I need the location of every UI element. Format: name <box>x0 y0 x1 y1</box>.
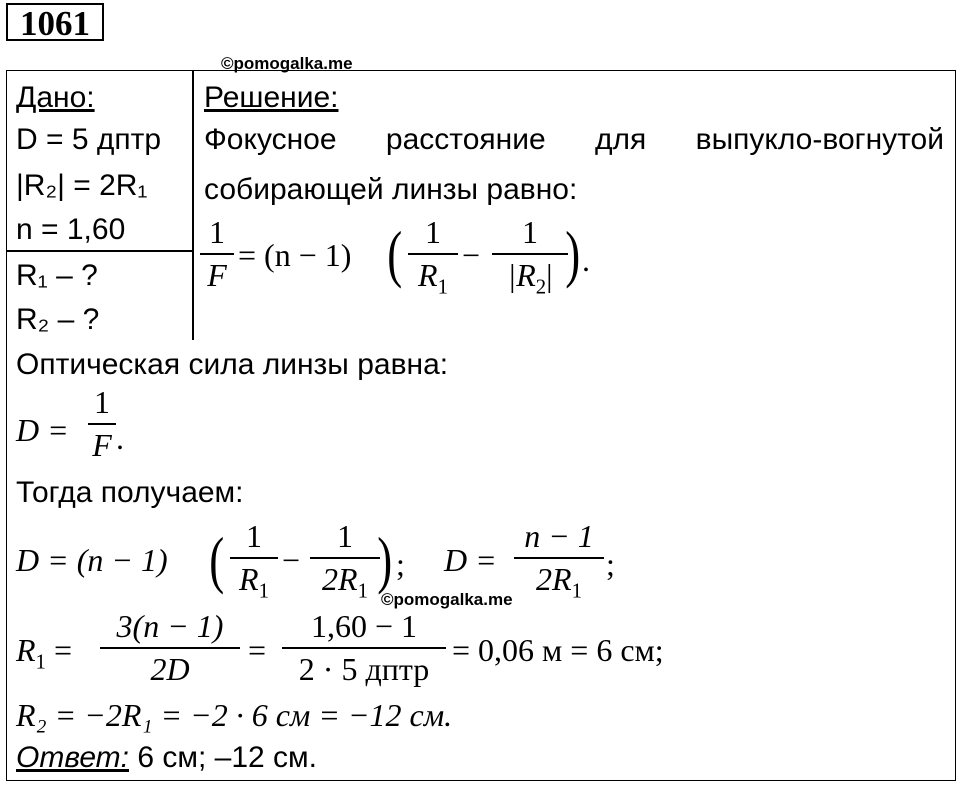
formula-3-d2: D = <box>444 542 497 578</box>
formula-3-semi-2: ; <box>606 546 615 582</box>
paren-close-1: ) <box>565 218 581 289</box>
solution-text-1: Фокусное расстояние для выпукло-вогнутой <box>204 123 944 156</box>
watermark: ©pomogalka.me <box>221 54 353 73</box>
formula-4-lhs: $R_1$ = <box>16 632 72 674</box>
frac-n-minus-1-over-2r1: n − 1 $2R_1$ <box>514 518 604 603</box>
divider-vertical <box>192 70 194 340</box>
frac-1-over-f: 1 F <box>200 214 234 294</box>
given-n: n = 1,60 <box>16 213 126 246</box>
formula-1-minus: − <box>462 237 481 273</box>
answer-value: 6 см; –12 см. <box>129 741 317 774</box>
solution-text-3: Оптическая сила линзы равна: <box>16 348 449 381</box>
formula-4-eq: = <box>248 632 267 668</box>
given-d: D = 5 дптр <box>16 123 162 156</box>
answer-label: Ответ: <box>16 741 129 774</box>
divider-horizontal <box>6 250 193 252</box>
solution-text-4: Тогда получаем: <box>16 476 244 509</box>
solution-heading: Решение: <box>204 81 339 114</box>
formula-5: R₂ = −2R₁ = −2 · 6 см = −12 см. <box>16 697 453 733</box>
solution-text-2: собирающей линзы равно: <box>204 173 578 206</box>
frac-3n-over-2d: 3(n − 1) 2D <box>100 608 240 688</box>
paren-close-3: ) <box>377 524 393 595</box>
frac-1-over-r1: 1 $R_1$ <box>408 214 458 299</box>
given-heading: Дано: <box>16 81 95 114</box>
formula-1-period: . <box>582 242 590 278</box>
given-r2: |R₂| = 2R₁ <box>16 169 148 202</box>
answer <box>16 740 317 776</box>
frac-1-over-f-2: 1 F <box>88 384 116 464</box>
formula-3-minus: − <box>282 542 301 578</box>
paren-open-1: ( <box>387 218 403 289</box>
formula-3-semi-1: ; <box>396 546 405 582</box>
problem-number: 1061 <box>6 3 104 41</box>
find-r1: R₁ – ? <box>16 259 98 292</box>
watermark-2: ©pomogalka.me <box>381 590 513 609</box>
formula-2-lhs: D = <box>16 412 69 448</box>
formula-1-eq: = (n − 1) <box>238 237 352 273</box>
formula-3-lhs: D = (n − 1) <box>16 542 168 578</box>
formula-4-tail: = 0,06 м = 6 см; <box>452 632 664 668</box>
frac-1-over-r1-b: 1 $R_1$ <box>230 518 278 603</box>
find-r2: R₂ – ? <box>16 303 100 336</box>
formula-2-period: . <box>116 420 124 456</box>
frac-numeric: 1,60 − 1 2 · 5 дптр <box>282 608 446 688</box>
frac-1-over-abs-r2: 1 $|R_2|$ <box>492 214 568 299</box>
frac-1-over-2r1: 1 $2R_1$ <box>310 518 380 603</box>
paren-open-3: ( <box>209 524 225 595</box>
